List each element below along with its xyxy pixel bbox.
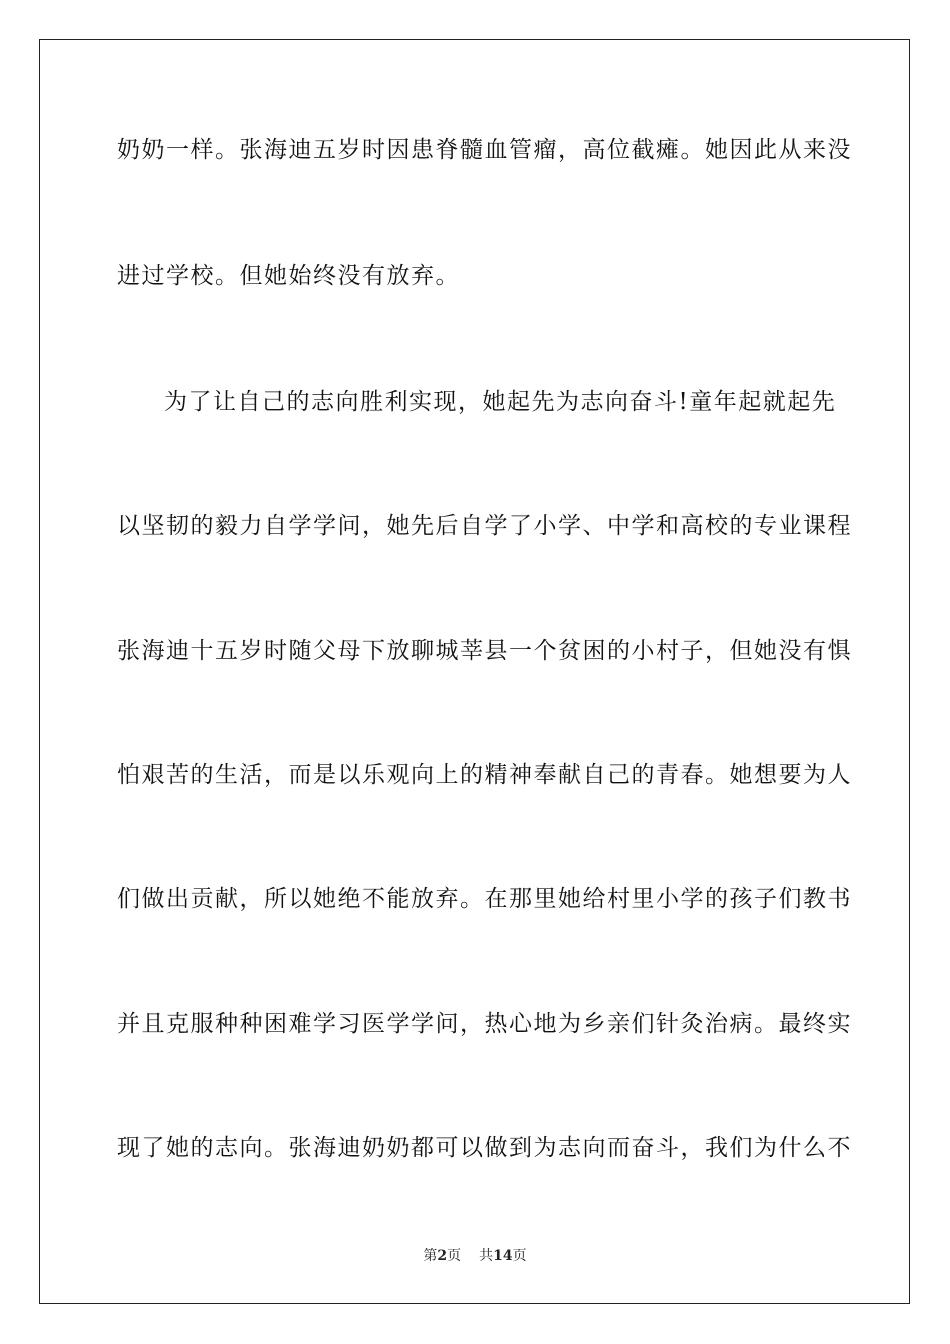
total-pages: 14 — [493, 1248, 513, 1264]
text-line: 现了她的志向。张海迪奶奶都可以做到为志向而奋斗，我们为什么不 — [117, 1135, 852, 1161]
text-line: 怕艰苦的生活，而是以乐观向上的精神奉献自己的青春。她想要为人 — [117, 762, 852, 788]
text-line: 奶奶一样。张海迪五岁时因患脊髓血管瘤，高位截瘫。她因此从来没 — [117, 137, 852, 163]
text-line: 们做出贡献，所以她绝不能放弃。在那里她给村里小学的孩子们教书 — [117, 886, 852, 912]
page-frame — [39, 39, 910, 1304]
page-prefix: 第 — [423, 1248, 438, 1264]
text-line: 以坚韧的毅力自学学问，她先后自学了小学、中学和高校的专业课程 — [117, 513, 852, 539]
text-line: 张海迪十五岁时随父母下放聊城莘县一个贫困的小村子，但她没有惧 — [117, 638, 852, 664]
total-prefix: 共 — [479, 1248, 494, 1264]
text-line: 并且克服种种困难学习医学学问，热心地为乡亲们针灸治病。最终实 — [117, 1011, 852, 1037]
page-footer — [0, 1247, 950, 1265]
page-number: 2 — [437, 1248, 448, 1264]
total-suffix: 页 — [512, 1248, 527, 1264]
paragraph-first-line: 为了让自己的志向胜利实现，她起先为志向奋斗!童年起就起先 — [164, 389, 837, 415]
text-line: 进过学校。但她始终没有放弃。 — [117, 263, 460, 289]
page-suffix: 页 — [447, 1248, 462, 1264]
